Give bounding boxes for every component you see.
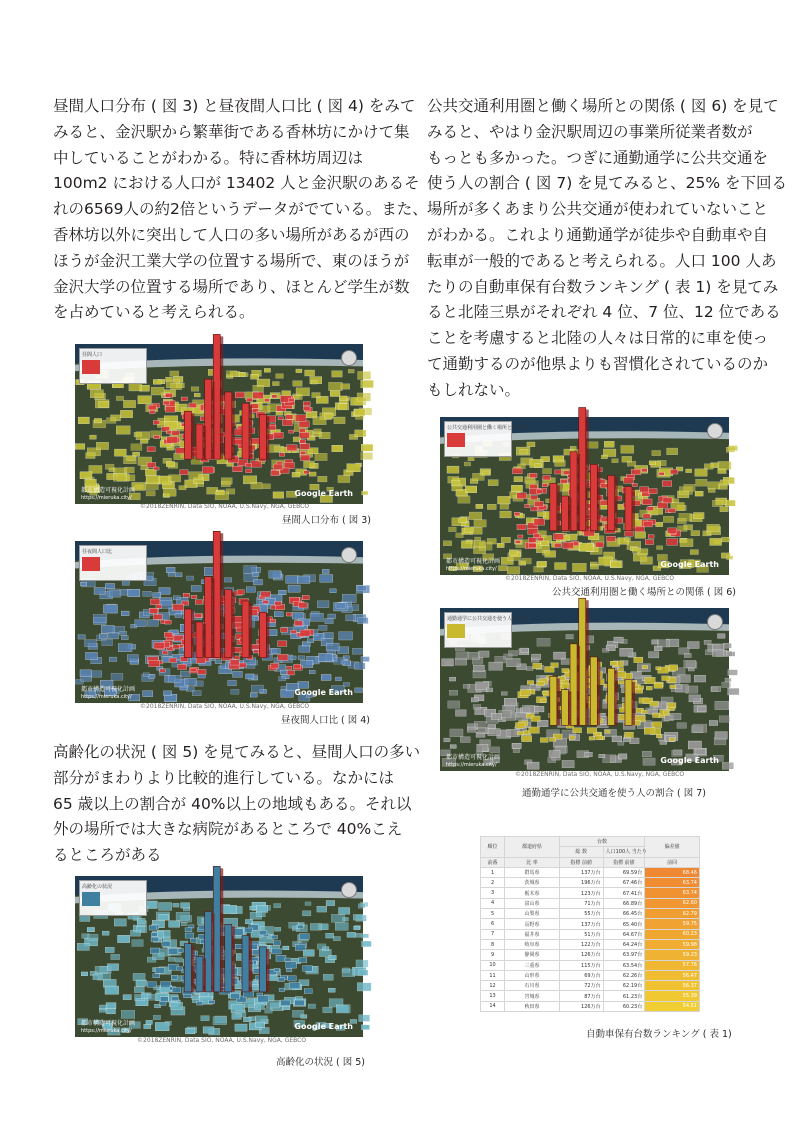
total-cell: 55万台 bbox=[559, 909, 603, 919]
rank-cell: 4 bbox=[481, 898, 505, 908]
legend-swatch bbox=[82, 360, 100, 374]
rank-cell: 2 bbox=[481, 878, 505, 888]
per-cell: 64.24台 bbox=[603, 939, 645, 949]
pref-cell: 栃木県 bbox=[505, 888, 560, 898]
legend-swatch bbox=[82, 557, 100, 571]
text-line: ことを考慮すると北陸の人々は日常的に車を使っ bbox=[427, 329, 769, 348]
subheader-pref: 比 率 bbox=[505, 857, 560, 867]
map-figure-3 bbox=[75, 344, 363, 504]
map-legend bbox=[79, 545, 147, 581]
text-line: もしれない。 bbox=[427, 380, 521, 399]
figure-credit: ©2018ZENRIN, Data SIO, NOAA, U.S.Navy, NGA, GEBCO bbox=[140, 703, 310, 710]
overlay-label: 都市構造可視化計画 bbox=[446, 754, 501, 761]
overlay-url: https://mieruka.city/ bbox=[81, 1028, 132, 1034]
per-cell: 64.67台 bbox=[603, 929, 645, 939]
rank-cell: 11 bbox=[481, 970, 505, 980]
overlay-url: https://mieruka.city/ bbox=[446, 762, 497, 768]
figure-caption-5: 高齢化の状況 ( 図 5) bbox=[276, 1057, 366, 1068]
text-line: 65 歳以上の割合が 40%以上の地域もある。それ以 bbox=[53, 794, 412, 813]
subheader-per: 指標 前値 bbox=[603, 857, 645, 867]
per-cell: 65.40台 bbox=[603, 919, 645, 929]
per-cell: 62.26台 bbox=[603, 970, 645, 980]
table-row bbox=[481, 867, 700, 877]
map-legend bbox=[79, 348, 147, 384]
text-line: 高齢化の状況 ( 図 5) を見てみると、昼間人口の多い bbox=[53, 743, 421, 761]
total-cell: 115万台 bbox=[559, 960, 603, 970]
header-per100: 人口100人 当たり bbox=[603, 847, 645, 857]
pref-cell: 山形県 bbox=[505, 970, 560, 980]
text-line: 公共交通利用圏と働く場所との関係 ( 図 6) を見て bbox=[427, 97, 779, 115]
legend-title: 通勤通学に公共交通を使う人の割合 bbox=[447, 616, 528, 622]
overlay-url: https://mieruka.city/ bbox=[81, 495, 132, 501]
text-line: もっとも多かった。つぎに通勤通学に公共交通を bbox=[427, 148, 769, 167]
legend-title: 昼間人口 bbox=[82, 352, 103, 358]
compass-icon[interactable] bbox=[341, 882, 357, 898]
per-cell: 66.89台 bbox=[603, 898, 645, 908]
total-cell: 196万台 bbox=[559, 878, 603, 888]
rank-cell: 3 bbox=[481, 888, 505, 898]
header-bias: 偏差値 bbox=[645, 837, 700, 858]
per-cell: 66.45台 bbox=[603, 909, 645, 919]
text-line: たりの自動車保有台数ランキング ( 表 1) を見てみ bbox=[427, 277, 779, 296]
table-row bbox=[481, 970, 700, 980]
table-row bbox=[481, 1001, 700, 1011]
figure-credit: ©2018ZENRIN, Data SIO, NOAA, U.S.Navy, NGA, GEBCO bbox=[137, 1037, 307, 1044]
google-earth-logo: Google Earth bbox=[294, 1022, 353, 1031]
header-total: 総 数 bbox=[559, 847, 603, 857]
map-figure-7 bbox=[440, 608, 729, 771]
pref-cell: 茨城県 bbox=[505, 878, 560, 888]
table-row bbox=[481, 919, 700, 929]
pref-cell: 秋田県 bbox=[505, 1001, 560, 1011]
bias-cell: 63.74 bbox=[645, 888, 700, 898]
bias-cell: 68.46 bbox=[645, 867, 700, 877]
per-cell: 67.46台 bbox=[603, 878, 645, 888]
car-ownership-ranking-table bbox=[480, 836, 700, 1016]
overlay-url: https://mieruka.city/ bbox=[81, 694, 132, 700]
map-legend bbox=[79, 880, 147, 916]
bias-cell: 55.39 bbox=[645, 991, 700, 1001]
rank-cell: 10 bbox=[481, 960, 505, 970]
rank-cell: 6 bbox=[481, 919, 505, 929]
rank-cell: 7 bbox=[481, 929, 505, 939]
bias-cell: 63.74 bbox=[645, 878, 700, 888]
rank-cell: 8 bbox=[481, 939, 505, 949]
left-paragraph-2 bbox=[53, 740, 421, 869]
table-row bbox=[481, 939, 700, 949]
figure-caption-4: 昼夜間人口比 ( 図 4) bbox=[281, 715, 371, 726]
text-line: みると、金沢駅から繁華街である香林坊にかけて集 bbox=[53, 122, 410, 141]
table-row bbox=[481, 929, 700, 939]
bias-cell: 57.76 bbox=[645, 960, 700, 970]
rank-cell: 14 bbox=[481, 1001, 505, 1011]
pref-cell: 岐阜県 bbox=[505, 939, 560, 949]
bias-cell: 62.60 bbox=[645, 898, 700, 908]
map-figure-5 bbox=[75, 876, 363, 1037]
table-row bbox=[481, 898, 700, 908]
right-paragraph-1 bbox=[427, 94, 788, 404]
text-line: れの6569人の約2倍というデータがでている。また、 bbox=[53, 200, 428, 219]
legend-swatch bbox=[82, 892, 100, 906]
pref-cell: 福井県 bbox=[505, 929, 560, 939]
table-row bbox=[481, 950, 700, 960]
text-line: 中していることがわかる。特に香林坊周辺は bbox=[53, 148, 364, 167]
text-line: 部分がまわりより比較的進行している。なかには bbox=[53, 768, 395, 787]
table-row bbox=[481, 960, 700, 970]
pref-cell: 群馬県 bbox=[505, 867, 560, 877]
rank-cell: 5 bbox=[481, 909, 505, 919]
total-cell: 137万台 bbox=[559, 919, 603, 929]
google-earth-logo: Google Earth bbox=[294, 688, 353, 697]
text-line: 場所が多くあまり公共交通が使われていないこと bbox=[427, 200, 769, 219]
bias-cell: 59.98 bbox=[645, 939, 700, 949]
table-row bbox=[481, 991, 700, 1001]
header-group: 台数 bbox=[559, 837, 644, 847]
per-cell: 67.41台 bbox=[603, 888, 645, 898]
bias-cell: 59.23 bbox=[645, 950, 700, 960]
bias-cell: 60.23 bbox=[645, 929, 700, 939]
compass-icon[interactable] bbox=[341, 547, 357, 563]
legend-title: 高齢化の状況 bbox=[82, 884, 113, 890]
overlay-label: 都市構造可視化計画 bbox=[81, 686, 136, 693]
table-caption: 自動車保有台数ランキング ( 表 1) bbox=[586, 1029, 732, 1040]
text-line: みると、やはり金沢駅周辺の事業所従業者数が bbox=[427, 122, 753, 141]
rank-cell: 12 bbox=[481, 981, 505, 991]
text-line: 外の場所では大きな病院があるところで 40%こえ bbox=[53, 820, 403, 839]
pref-cell: 富山県 bbox=[505, 898, 560, 908]
overlay-label: 都市構造可視化計画 bbox=[81, 1020, 136, 1027]
total-cell: 71万台 bbox=[559, 898, 603, 908]
total-cell: 123万台 bbox=[559, 888, 603, 898]
total-cell: 51万台 bbox=[559, 929, 603, 939]
google-earth-logo: Google Earth bbox=[660, 560, 719, 569]
text-line: 香林坊以外に突出して人口の多い場所があるが西の bbox=[53, 225, 410, 244]
compass-icon[interactable] bbox=[707, 614, 723, 630]
figure-credit: ©2018ZENRIN, Data SIO, NOAA, U.S.Navy, NGA, GEBCO bbox=[140, 503, 310, 510]
text-line: 金沢大学の位置する場所であり、ほとんど学生が数 bbox=[53, 277, 410, 296]
rank-cell: 1 bbox=[481, 867, 505, 877]
pref-cell: 三重県 bbox=[505, 960, 560, 970]
overlay-label: 都市構造可視化計画 bbox=[81, 487, 136, 494]
per-cell: 62.19台 bbox=[603, 981, 645, 991]
pref-cell: 山梨県 bbox=[505, 909, 560, 919]
compass-icon[interactable] bbox=[707, 423, 723, 439]
pref-cell: 石川県 bbox=[505, 981, 560, 991]
subheader-bias: 前回 bbox=[645, 857, 700, 867]
pref-cell: 長野県 bbox=[505, 919, 560, 929]
text-line: がわかる。これより通勤通学が徒歩や自動車や自 bbox=[427, 225, 769, 244]
text-line: を占めていると考えられる。 bbox=[53, 303, 255, 322]
legend-title: 公共交通利用圏と働く場所との関係 bbox=[447, 425, 528, 431]
bias-cell: 56.47 bbox=[645, 970, 700, 980]
text-line: 昼間人口分布 ( 図 3) と昼夜間人口比 ( 図 4) をみて bbox=[53, 97, 416, 115]
per-cell: 63.54台 bbox=[603, 960, 645, 970]
map-figure-4 bbox=[75, 541, 363, 703]
rank-cell: 9 bbox=[481, 950, 505, 960]
total-cell: 72万台 bbox=[559, 981, 603, 991]
table-row bbox=[481, 888, 700, 898]
left-paragraph-1 bbox=[53, 94, 428, 326]
total-cell: 126万台 bbox=[559, 950, 603, 960]
map-legend bbox=[444, 421, 528, 457]
table-row bbox=[481, 909, 700, 919]
per-cell: 60.23台 bbox=[603, 1001, 645, 1011]
bias-cell: 62.79 bbox=[645, 909, 700, 919]
map-figure-6 bbox=[440, 417, 729, 575]
legend-title: 昼夜間人口比 bbox=[82, 549, 113, 555]
table-row bbox=[481, 981, 700, 991]
text-line: ると北陸三県がそれぞれ 4 位、7 位、12 位である bbox=[427, 303, 781, 322]
per-cell: 69.59台 bbox=[603, 867, 645, 877]
compass-icon[interactable] bbox=[341, 350, 357, 366]
bias-cell: 56.37 bbox=[645, 981, 700, 991]
header-pref: 都道府県 bbox=[505, 837, 560, 858]
subheader-total: 指標 前値 bbox=[559, 857, 603, 867]
total-cell: 69万台 bbox=[559, 970, 603, 980]
text-line: て通勤するのが他県よりも習慣化されているのか bbox=[427, 354, 769, 373]
figure-caption-3: 昼間人口分布 ( 図 3) bbox=[282, 515, 372, 526]
pref-cell: 静岡県 bbox=[505, 950, 560, 960]
total-cell: 137万台 bbox=[559, 867, 603, 877]
text-line: ほうが金沢工業大学の位置する場所で、東のほうが bbox=[53, 251, 410, 270]
total-cell: 87万台 bbox=[559, 991, 603, 1001]
overlay-url: https://mieruka.city/ bbox=[446, 566, 497, 572]
text-line: 100m2 における人口が 13402 人と金沢駅のあるそ bbox=[53, 174, 420, 193]
rank-cell: 13 bbox=[481, 991, 505, 1001]
overlay-label: 都市構造可視化計画 bbox=[446, 558, 501, 565]
figure-credit: ©2018ZENRIN, Data SIO, NOAA, U.S.Navy, NGA, GEBCO bbox=[505, 575, 675, 582]
google-earth-logo: Google Earth bbox=[294, 489, 353, 498]
per-cell: 61.23台 bbox=[603, 991, 645, 1001]
text-line: 転車が一般的であると考えられる。人口 100 人あ bbox=[427, 251, 777, 270]
table-row bbox=[481, 878, 700, 888]
bias-cell: 54.51 bbox=[645, 1001, 700, 1011]
text-line: るところがある bbox=[53, 846, 162, 865]
pref-cell: 宮城県 bbox=[505, 991, 560, 1001]
figure-caption-6: 公共交通利用圏と働く場所との関係 ( 図 6) bbox=[552, 587, 737, 598]
google-earth-logo: Google Earth bbox=[660, 756, 719, 765]
per-cell: 63.97台 bbox=[603, 950, 645, 960]
text-line: 使う人の割合 ( 図 7) を見てみると、25% を下回る bbox=[427, 174, 788, 193]
legend-swatch bbox=[447, 624, 465, 638]
legend-swatch bbox=[447, 433, 465, 447]
subheader-rank: 前番 bbox=[481, 857, 505, 867]
total-cell: 126万台 bbox=[559, 1001, 603, 1011]
bias-cell: 59.75 bbox=[645, 919, 700, 929]
map-legend bbox=[444, 612, 528, 648]
figure-caption-7: 通勤通学に公共交通を使う人の割合 ( 図 7) bbox=[522, 788, 707, 799]
total-cell: 122万台 bbox=[559, 939, 603, 949]
header-rank: 順位 bbox=[481, 837, 505, 858]
figure-credit: ©2018ZENRIN, Data SIO, NOAA, U.S.Navy, NGA, GEBCO bbox=[515, 771, 685, 778]
